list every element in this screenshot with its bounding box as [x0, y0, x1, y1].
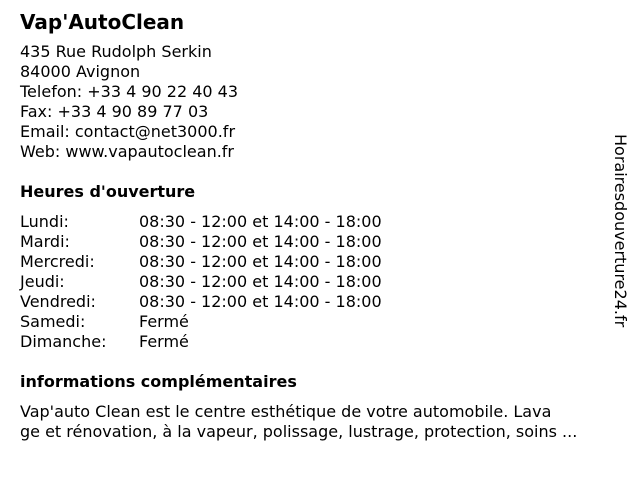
day-hours: 08:30 - 12:00 et 14:00 - 18:00 [139, 272, 382, 291]
additional-info-text [20, 402, 616, 442]
hours-row-mardi [20, 232, 616, 252]
email-address: Email: contact@net3000.fr [20, 122, 236, 141]
day-hours: 08:30 - 12:00 et 14:00 - 18:00 [139, 292, 382, 311]
fax-number: Fax: +33 4 90 89 77 03 [20, 102, 209, 121]
address-city: 84000 Avignon [20, 62, 141, 81]
day-label: Mardi: [20, 232, 70, 251]
additional-info-title: informations complémentaires [20, 372, 297, 391]
hours-row-lundi [20, 212, 616, 232]
day-label: Dimanche: [20, 332, 107, 351]
address-street: 435 Rue Rudolph Serkin [20, 42, 212, 61]
day-hours: Fermé [139, 332, 189, 351]
day-hours: 08:30 - 12:00 et 14:00 - 18:00 [139, 232, 382, 251]
day-hours: Fermé [139, 312, 189, 331]
site-watermark: Horairesdouverture24.fr [611, 134, 630, 328]
website-url: Web: www.vapautoclean.fr [20, 142, 234, 161]
hours-row-jeudi [20, 272, 616, 292]
day-label: Jeudi: [20, 272, 65, 291]
description-line: Vap'auto Clean est le centre esthétique de votre automobile. Lava [20, 402, 552, 421]
hours-row-dimanche [20, 332, 616, 352]
business-card [20, 10, 616, 442]
business-name: Vap'AutoClean [20, 10, 185, 34]
hours-row-vendredi [20, 292, 616, 312]
opening-hours-table [20, 212, 616, 352]
day-label: Mercredi: [20, 252, 95, 271]
hours-row-mercredi [20, 252, 616, 272]
opening-hours-title: Heures d'ouverture [20, 182, 196, 201]
hours-row-samedi [20, 312, 616, 332]
day-label: Lundi: [20, 212, 69, 231]
day-label: Samedi: [20, 312, 86, 331]
day-hours: 08:30 - 12:00 et 14:00 - 18:00 [139, 252, 382, 271]
day-hours: 08:30 - 12:00 et 14:00 - 18:00 [139, 212, 382, 231]
phone-number: Telefon: +33 4 90 22 40 43 [20, 82, 239, 101]
day-label: Vendredi: [20, 292, 96, 311]
description-line: ge et rénovation, à la vapeur, polissage, lustrage, protection, soins ... [20, 422, 578, 441]
